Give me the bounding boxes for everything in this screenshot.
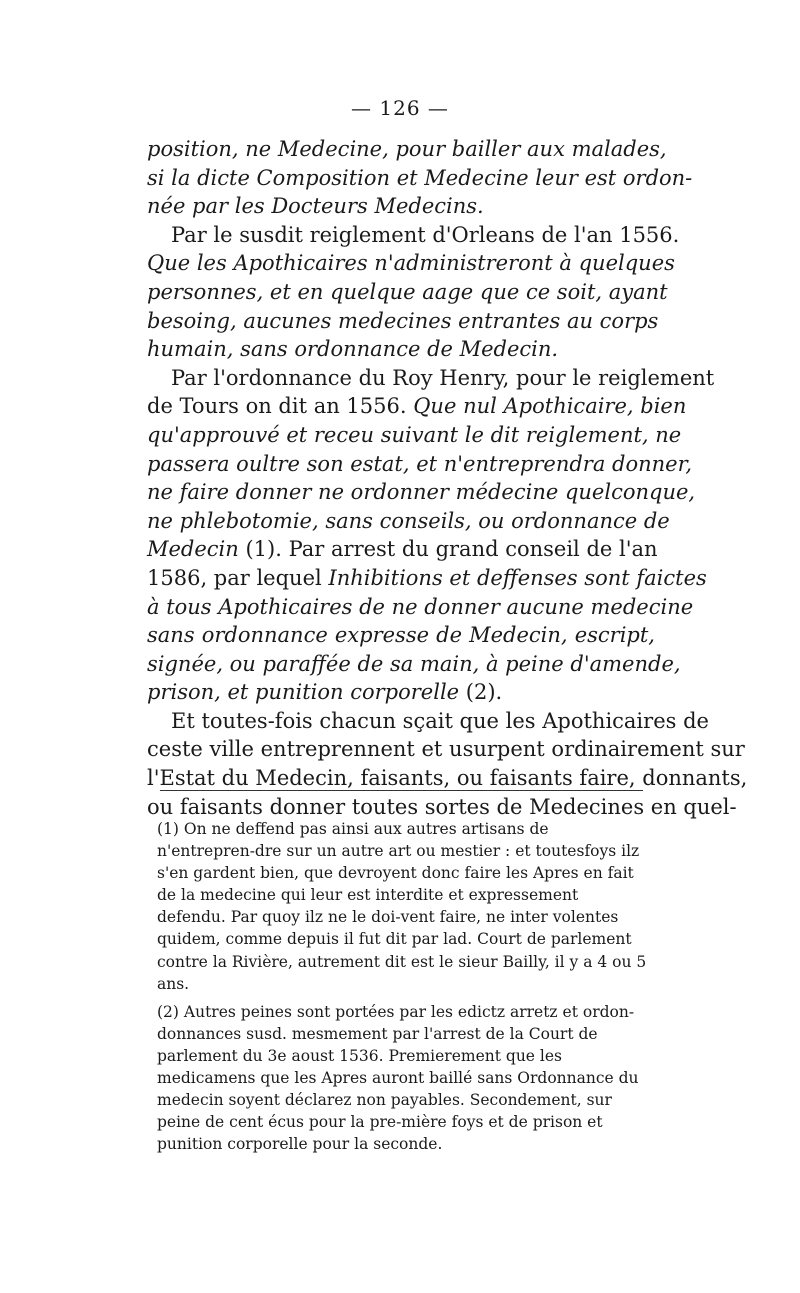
text-line: personnes, et en quelque aage que ce soit, ayant [147, 279, 668, 304]
footnote-text: Autres peines sont portées par les edictz arretz et ordon-donnances susd. mesmement par l'arrest de la Court de parlement du 3e aoust 1536. Premierement que les medicamens que les Apres auront baillé sans Ordonnance du medecin soyent déclarez non payables. Secondement, sur peine de cent écus pour la pre-mière foys et de prison et punition corporelle pour la seconde. [157, 1002, 639, 1154]
footnote-2 [157, 1001, 647, 1156]
text-line: de Tours on dit an 1556. Que nul Apothicaire, bien [147, 394, 687, 419]
main-text [147, 135, 748, 821]
text-line: prison, et punition corporelle (2). [147, 680, 503, 705]
text-line: Par l'ordonnance du Roy Henry, pour le reiglement [171, 365, 715, 390]
text-line: Que les Apothicaires n'administreront à quelques [147, 251, 675, 276]
text-line: ne phlebotomie, sans conseils, ou ordonnance de [147, 508, 670, 533]
text-line: l'Estat du Medecin, faisants, ou faisants faire, donnants, [147, 766, 748, 791]
text-line: passera oultre son estat, et n'entreprendra donner, [147, 451, 692, 476]
text-line: née par les Docteurs Medecins. [147, 194, 484, 219]
text-line: Et toutes-fois chacun sçait que les Apothicaires de [171, 708, 709, 733]
footnote-label: (2) [157, 1002, 179, 1021]
text-line: 1586, par lequel Inhibitions et deffenses sont faictes [147, 565, 707, 590]
text-line: Medecin (1). Par arrest du grand conseil de l'an [147, 537, 658, 562]
text-line: à tous Apothicaires de ne donner aucune medecine [147, 594, 694, 619]
footnote-label: (1) [157, 820, 179, 838]
footnote-1 [157, 818, 647, 995]
text-line: ou faisants donner toutes sortes de Medecines en quel- [147, 794, 737, 819]
footnote-divider [160, 790, 643, 791]
text-line: Par le susdit reiglement d'Orleans de l'an 1556. [171, 222, 680, 247]
text-line: qu'approuvé et receu suivant le dit reiglement, ne [147, 422, 682, 447]
text-line: position, ne Medecine, pour bailler aux malades, [147, 137, 667, 161]
text-line: ceste ville entreprennent et usurpent ordinairement sur [147, 737, 745, 762]
text-line: sans ordonnance expresse de Medecin, escript, [147, 623, 655, 648]
text-line: signée, ou paraffée de sa main, à peine d'amende, [147, 651, 681, 676]
footnote-text: On ne deffend pas ainsi aux autres artisans de n'entrepren-dre sur un autre art ou mestier : et toutesfoys ilz s'en gardent bien, que devroyent donc faire les Apres en fait de la medecine qui leur est interdite et expressement defendu. Par quoy ilz ne le doi-vent faire, ne inter volentes quidem, comme depuis il fut dit par lad. Court de parlement contre la Rivière, autrement dit est le sieur Bailly, il y a 4 ou 5 ans. [157, 820, 647, 993]
text-line: si la dicte Composition et Medecine leur est ordon- [147, 165, 693, 190]
page-number: — 126 — [351, 96, 449, 120]
footnotes [157, 818, 647, 1161]
text-line: besoing, aucunes medecines entrantes au corps [147, 308, 659, 333]
text-line: ne faire donner ne ordonner médecine quelconque, [147, 480, 696, 505]
text-line: humain, sans ordonnance de Medecin. [147, 337, 559, 362]
